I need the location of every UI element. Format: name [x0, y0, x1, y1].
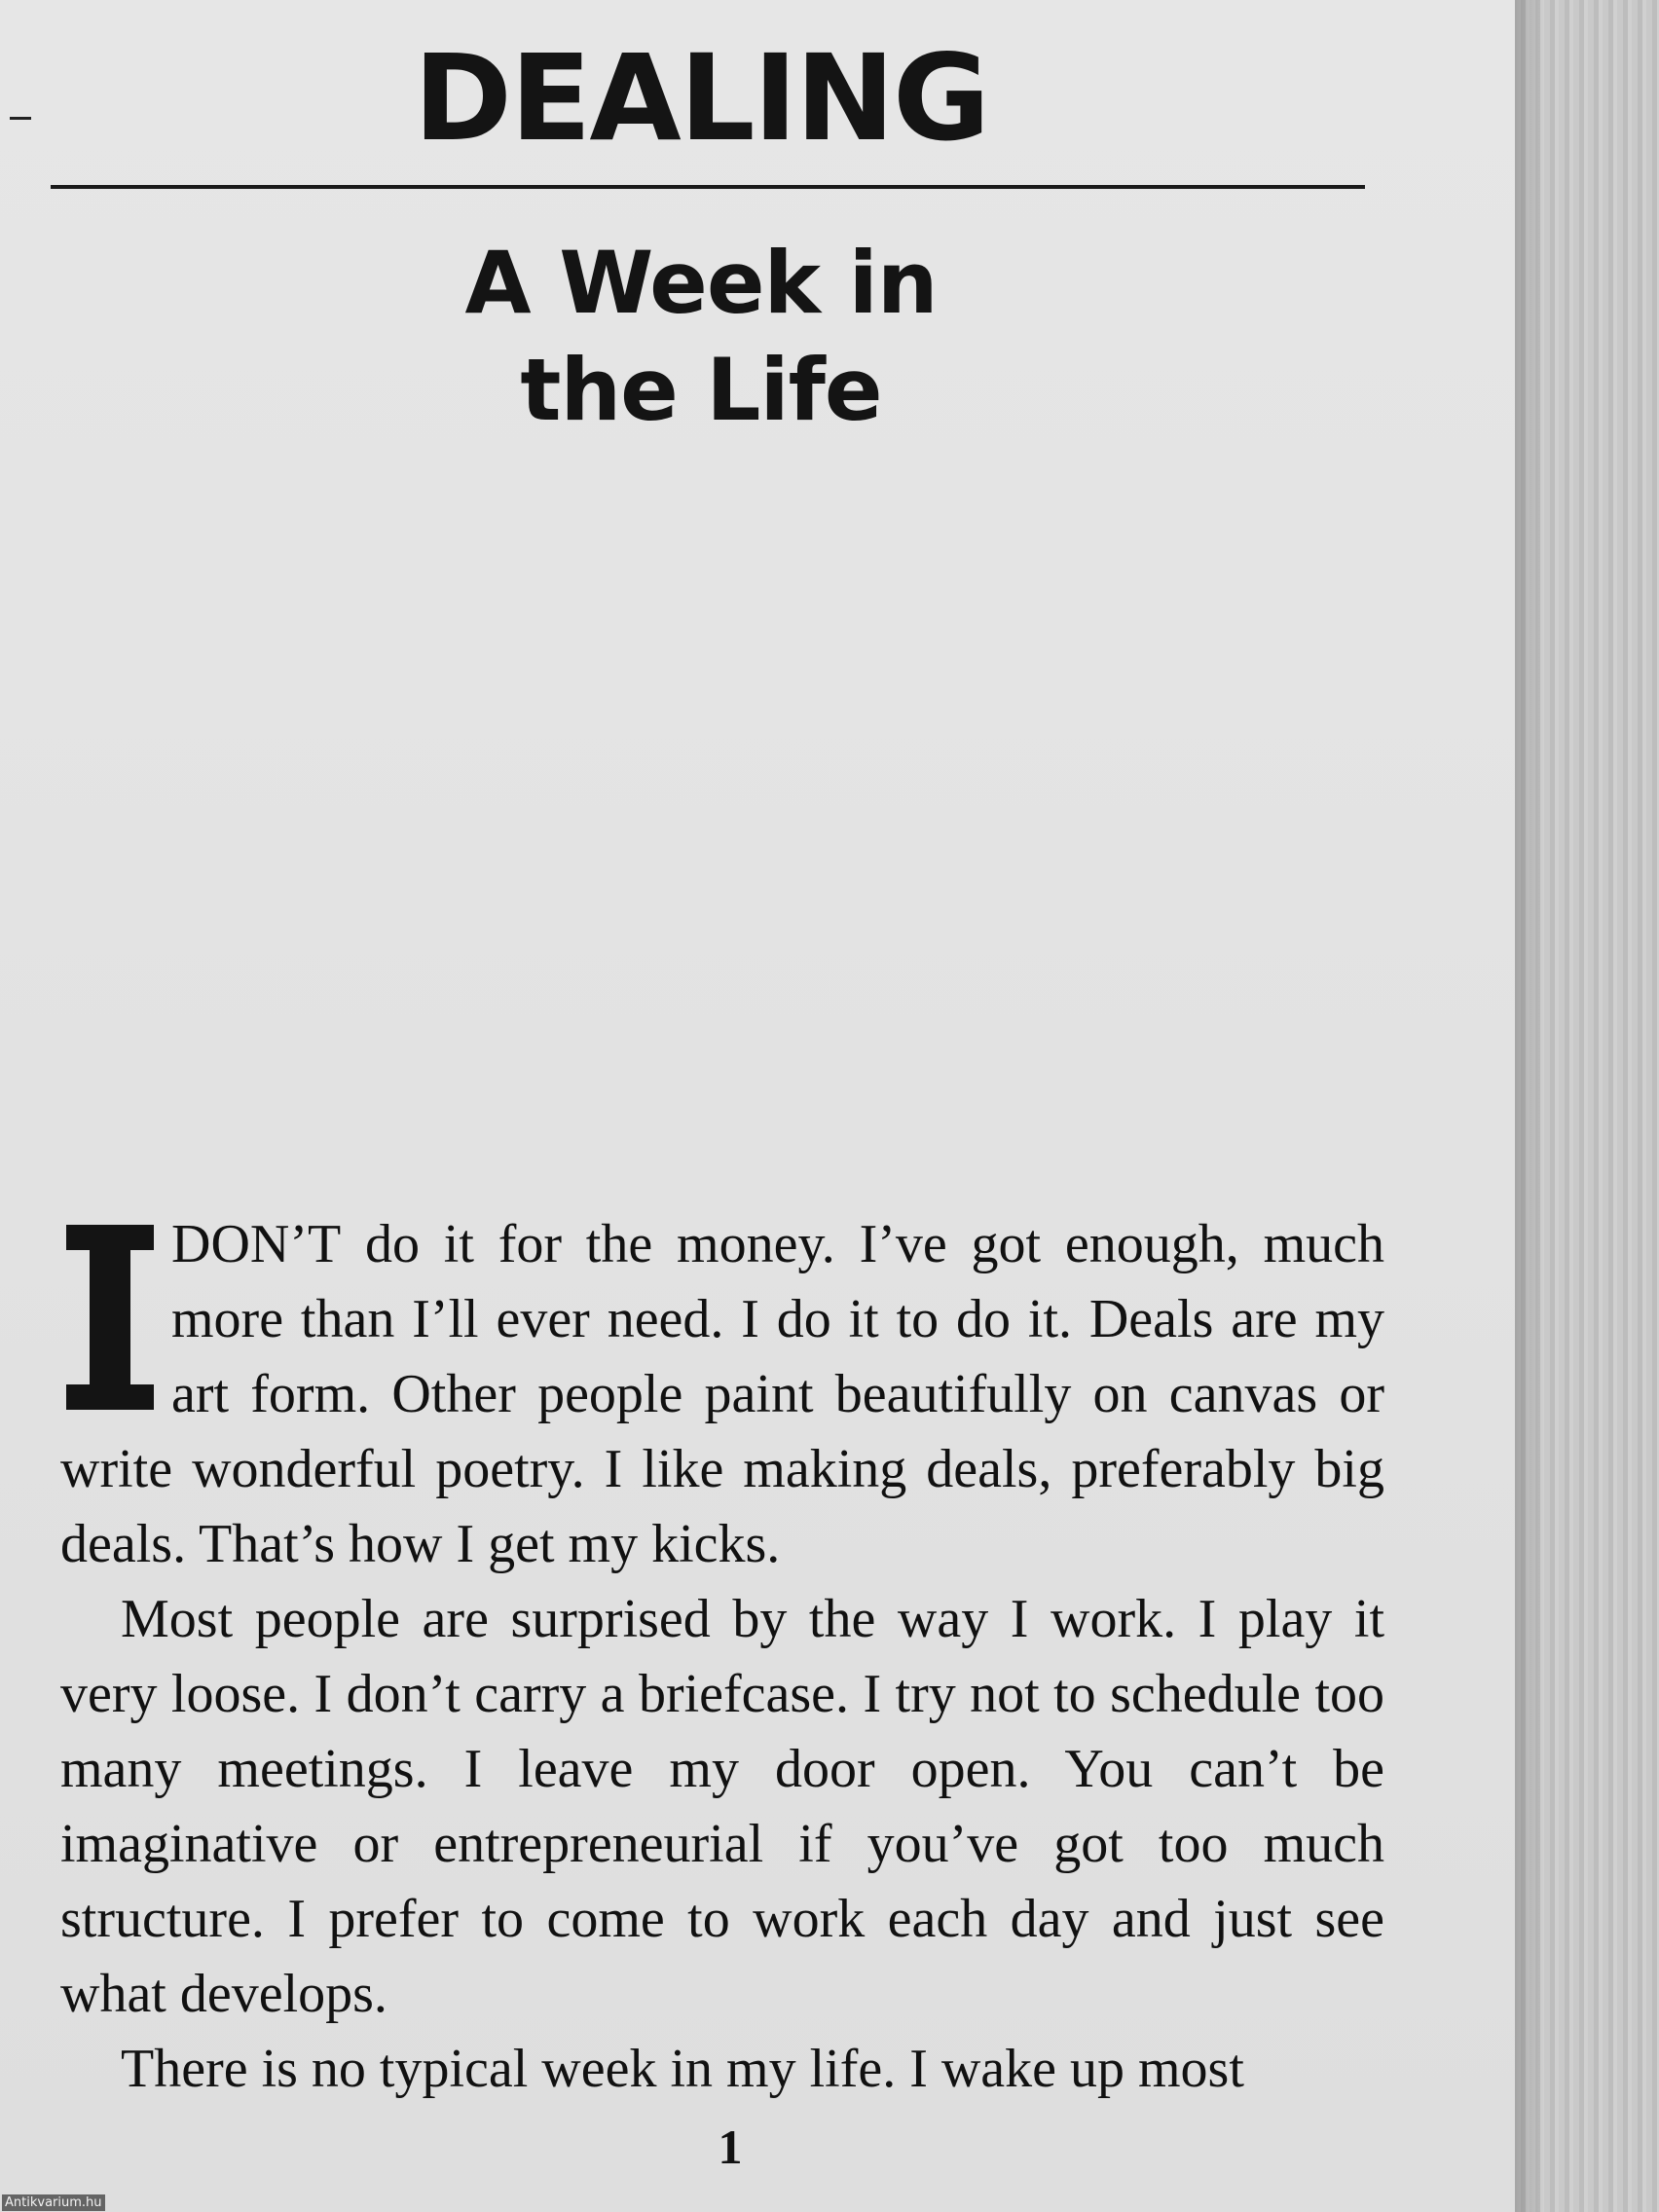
title-rule — [51, 185, 1365, 189]
page-number: 1 — [718, 2120, 743, 2174]
subtitle-line-1: A Week in — [464, 233, 938, 333]
paragraph-3: There is no typical week in my life. I wake up most — [121, 2039, 1244, 2099]
paragraph-1 — [60, 1207, 1384, 1582]
paragraph-2: Most people are surprised by the way I work. I play it very loose. I don’t carry a briefcase. I try not to schedule too many meetings. I leave my door open. You can’t be imaginative or entrepreneurial if you’ve got too much structure. I prefer to come to work each day and just see what develops. — [60, 1589, 1384, 2024]
paragraph-1-text: do it for the money. I’ve got enough, much more than I’ll ever need. I do it to do it. Deals are my art form. Other people paint beautifully on canvas or write wonderful poetry. I like making deals, preferably big deals. That’s how I get my kicks. — [60, 1214, 1384, 1574]
margin-mark — [10, 117, 31, 120]
subtitle-line-2: the Life — [520, 340, 882, 440]
chapter-subtitle — [350, 230, 1051, 444]
body-text — [60, 1207, 1384, 2107]
gutter-shadow — [1515, 0, 1544, 2212]
watermark: Antikvarium.hu — [2, 2194, 105, 2211]
chapter-title: DEALING — [413, 29, 989, 167]
paragraph-1-smallcaps: DON’T — [171, 1214, 342, 1274]
drop-cap — [64, 1225, 158, 1410]
